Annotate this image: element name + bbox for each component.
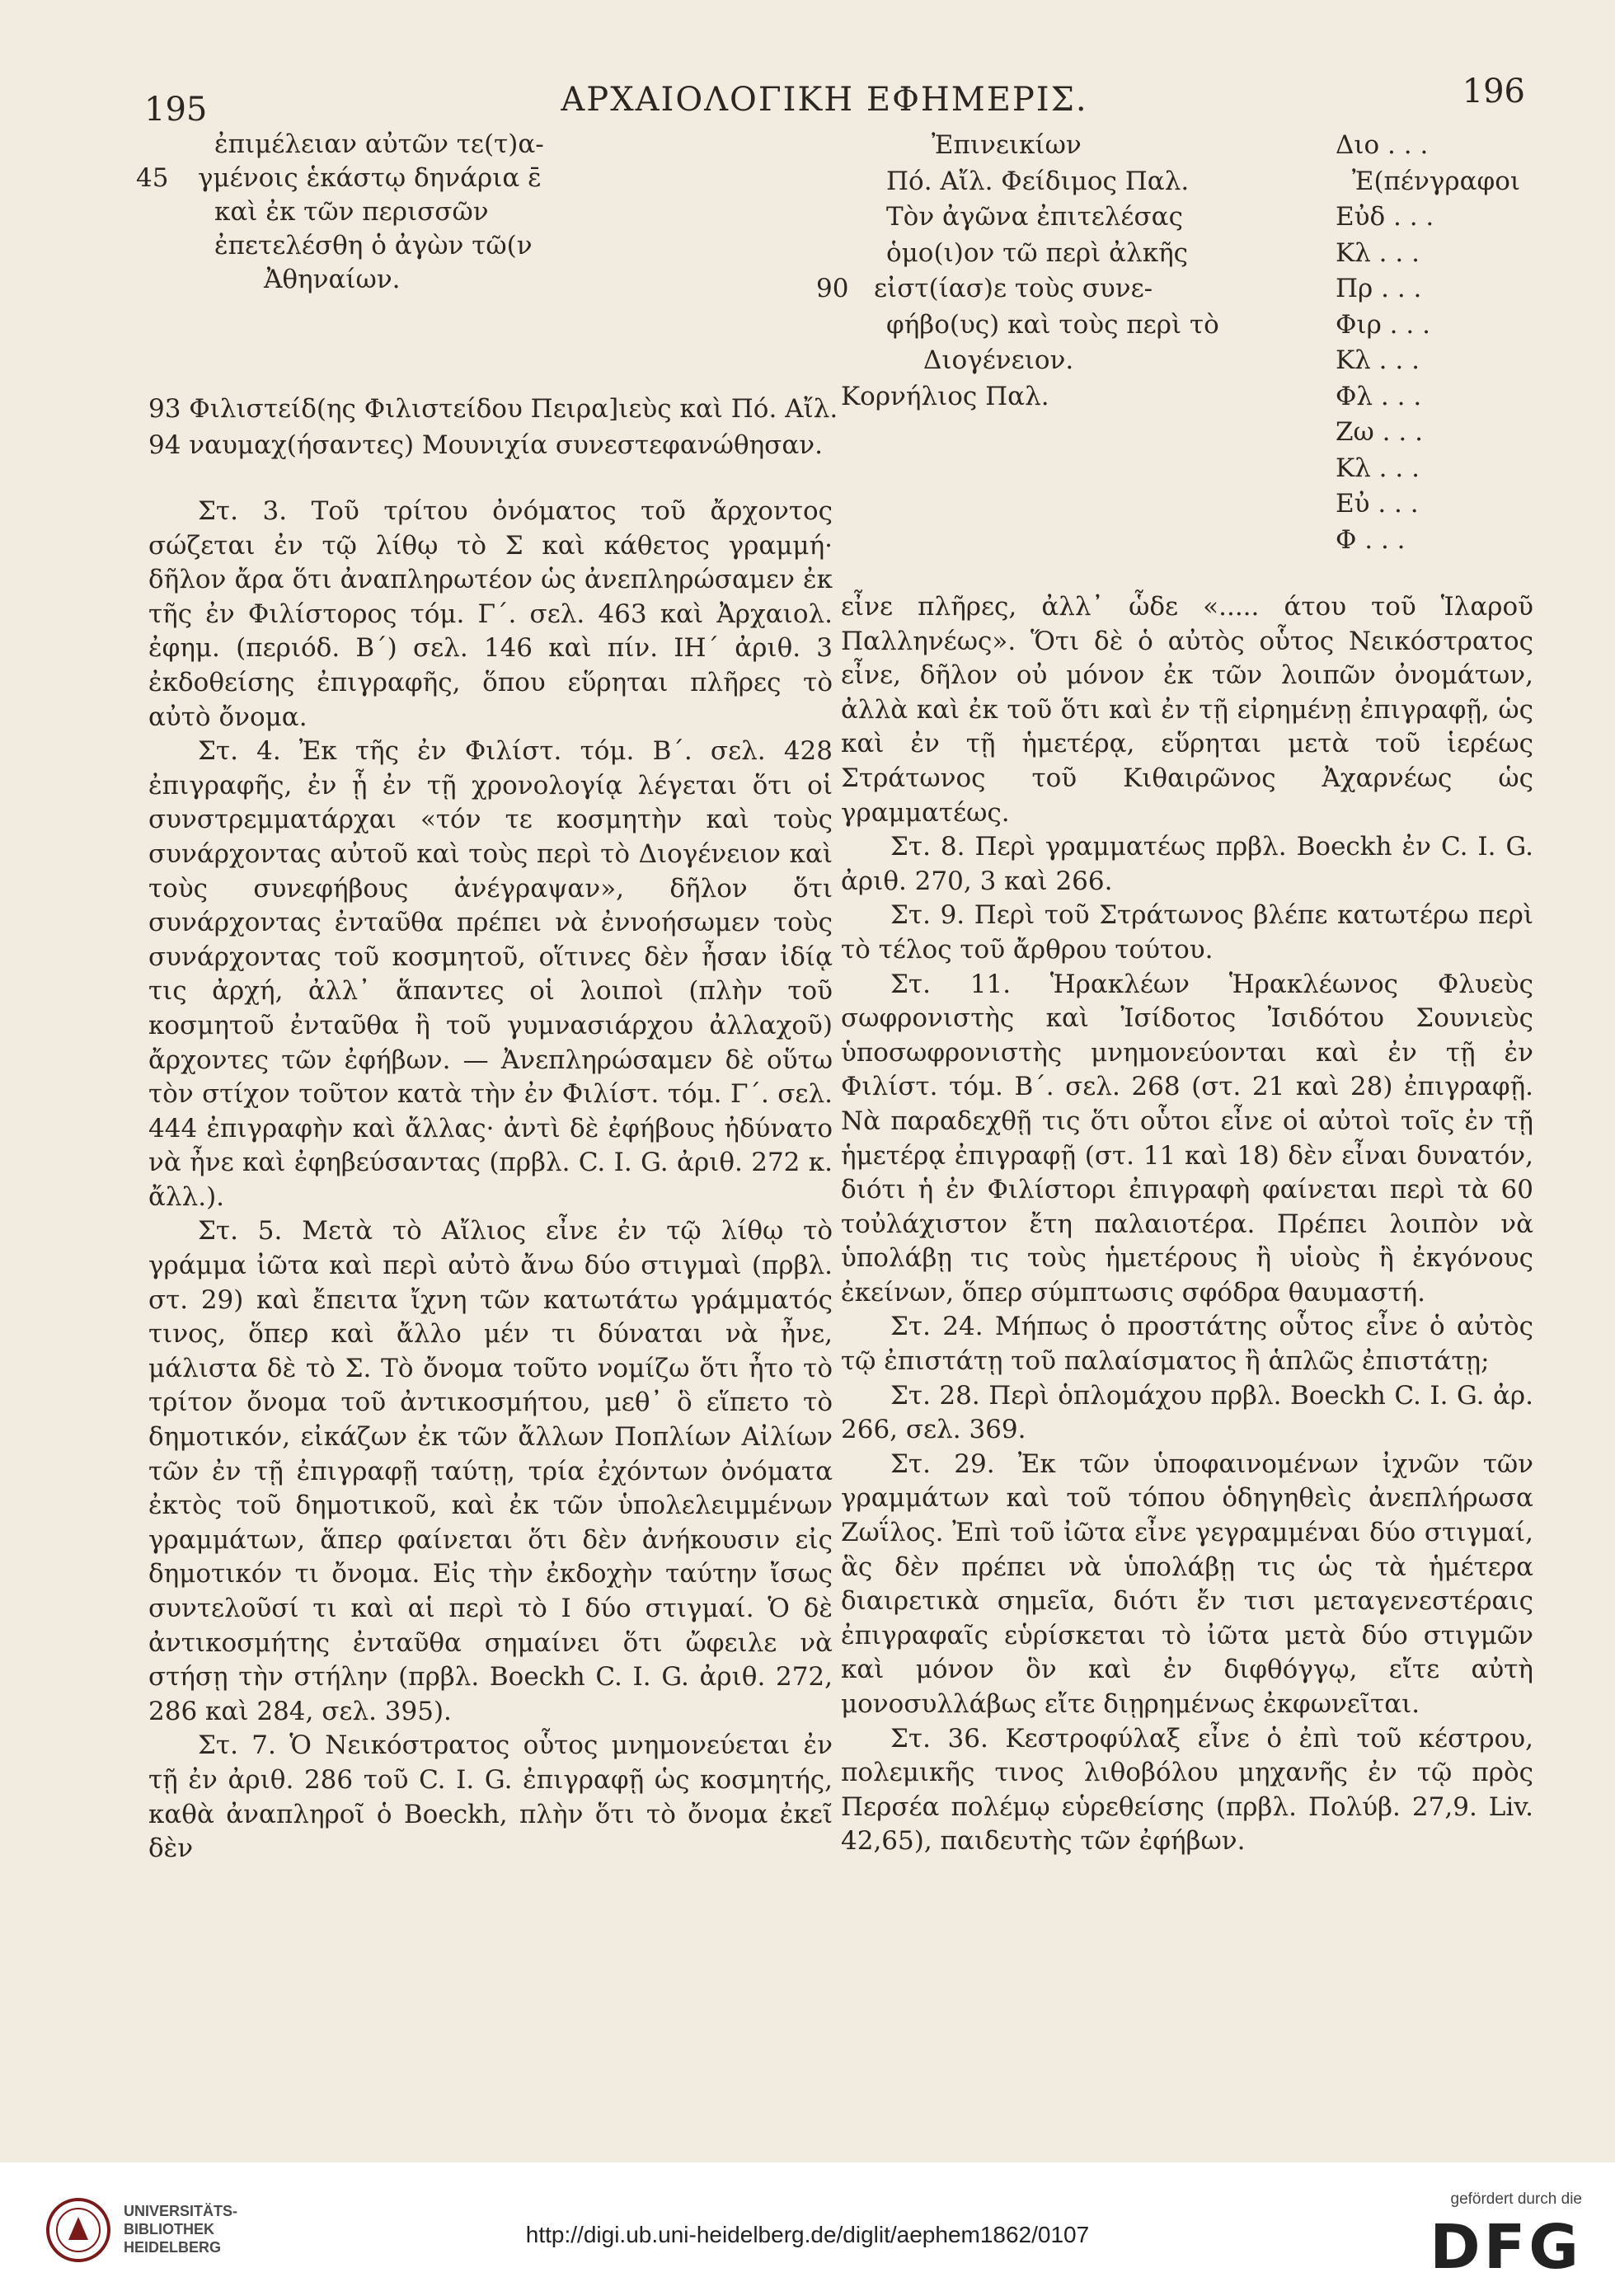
name-entry: Κλ . . . (1336, 345, 1420, 375)
commentary-paragraph: εἶνε πλῆρες, ἀλλ᾽ ὧδε «..... άτου τοῦ Ἱλαροῦ Παλληνέως». Ὅτι δὲ ὁ αὐτὸς οὗτος Νεικόστρατος εἶνε, δῆλον οὐ μόνον ἐκ τῶν λοιπῶν ὀνομάτων, ἀλλὰ καὶ ἐκ τοῦ ὅτι καὶ ἐν τῇ εἰρημένῃ ἐπιγραφῇ, ὡς καὶ ἐν τῇ ἡμετέρᾳ, εὕρηται μετὰ τοῦ ἱερέως Στράτωνος τοῦ Κιθαιρῶνος Ἀχαρνέως ὡς γραμματέως. (841, 592, 1533, 828)
digitization-footer (0, 2162, 1615, 2296)
library-name: UNIVERSITÄTS- BIBLIOTHEK HEIDELBERG (124, 2203, 238, 2256)
commentary-paragraph: Στ. 36. Κεστροφύλαξ εἶνε ὁ ἐπὶ τοῦ κέστρου, πολεμικῆς τινος λιθοβόλου μηχανῆς ἐν τῷ πρὸς Περσέα πολέμῳ εὑρεθείσης (πρβλ. Πολύβ. 27,9. Liv. 42,65), παιδευτὴς τῶν ἐφήβων. (841, 1723, 1533, 1857)
inscription-right (816, 128, 1533, 585)
line-note: 93 Φιλιστείδ(ης Φιλιστείδου Πειρα]ιεὺς καὶ Πό. Αἴλ. (148, 394, 838, 424)
commentary-paragraph: Στ. 5. Μετὰ τὸ Αἴλιος εἶνε ἐν τῷ λίθῳ τὸ γράμμα ἰῶτα καὶ περὶ αὐτὸ ἄνω δύο στιγμαὶ (πρβλ. στ. 29) καὶ ἔπειτα ἴχνη τῶν κατωτάτω γράμματός τινος, ὅπερ καὶ ἄλλο μέν τι δύναται νὰ ἦνε, μάλιστα δὲ τὸ Σ. Τὸ ὄνομα τοῦτο νομίζω ὅτι ἦτο τὸ τρίτον ὄνομα τοῦ ἀντικοσμήτου, μεθ᾽ ὃ εἵπετο τὸ δημοτικόν, εἰκάζων ἐκ τῶν ἄλλων Ποπλίων Αἰλίων τῶν ἐν τῇ ἐπιγραφῇ ταύτῃ, τρία ἐχόντων ὀνόματα ἐκτὸς τοῦ δημοτικοῦ, καὶ ἐκ τῶν ὑπολελειμμένων γραμμάτων, ἅπερ φαίνεται ὅτι δὲν ἀνήκουσιν εἰς δημοτικόν τι ὄνομα. Εἰς τὴν ἐκδοχὴν ταύτην ἴσως συντελοῦσί τι καὶ αἱ περὶ τὸ Ι δύο στιγμαί. Ὁ δὲ ἀντικοσμήτης ἐνταῦθα σημαίνει ὅτι ὤφειλε νὰ στήσῃ τὴν στήλην (πρβλ. Boeckh C. I. G. ἀριθ. 272, 286 καὶ 284, σελ. 395). (148, 1216, 833, 1726)
name-entry: Φιρ . . . (1336, 309, 1430, 340)
inscription-line: ἐπετελέσθη ὁ ἀγὼν τῶ(ν (214, 231, 533, 261)
inscription-line: Διογένειον. (923, 345, 1074, 375)
page-header (124, 73, 1525, 129)
commentary-paragraph: Στ. 4. Ἐκ τῆς ἐν Φιλίστ. τόμ. Β΄. σελ. 428 ἐπιγραφῆς, ἐν ᾗ ἐν τῇ χρονολογίᾳ λέγεται ὅτι οἱ συνστρεμματάρχαι «τόν τε κοσμητὴν καὶ τοὺς συνάρχοντας αὐτοῦ καὶ τοὺς περὶ τὸ Διογένειον καὶ τοὺς συνεφήβους ἀνέγραψαν», δῆλον ὅτι συνάρχοντας ἐνταῦθα πρέπει νὰ ἐννοήσωμεν τοὺς συνάρχοντας τοῦ κοσμητοῦ, οἵτινες δὲν ἦσαν ἰδίᾳ τις ἀρχή, ἀλλ᾽ ἅπαντες οἱ λοιποὶ (πλὴν τοῦ κοσμητοῦ ἐνταῦθα ἢ τοῦ γυμνασιάρχου ἀλλαχοῦ) ἄρχοντες τῶν ἐφήβων. — Ἀνεπληρώσαμεν δὲ οὕτω τὸν στίχον τοῦτον κατὰ τὴν ἐν Φιλίστ. τόμ. Γ΄. σελ. 444 ἐπιγραφὴν καὶ ἄλλας· ἀντὶ δὲ ἐφήβους ἠδύνατο νὰ ἦνε καὶ ἐφηβεύσαντας (πρβλ. C. I. G. ἀριθ. 272 κ. ἄλλ.). (148, 736, 833, 1212)
inscription-line: 45 γμένοις ἑκάστῳ δηνάρια ε̄ (136, 163, 542, 193)
running-title: ΑΡΧΑΙΟΛΟΓΙΚΗ ΕΦΗΜΕΡΙΣ. (561, 81, 1088, 119)
name-list (1319, 128, 1533, 558)
inscription-left (136, 128, 833, 297)
name-entry: Φλ . . . (1336, 381, 1422, 411)
commentary-paragraph: Στ. 8. Περὶ γραμματέως πρβλ. Boeckh ἐν C. I. G. ἀριθ. 270, 3 καὶ 266. (841, 832, 1533, 896)
commentary-paragraph: Στ. 11. Ἡρακλέων Ἡρακλέωνος Φλυεὺς σωφρονιστὴς καὶ Ἰσίδοτος Ἰσιδότου Σουνιεὺς ὑποσωφρονιστὴς μνημονεύονται καὶ ἐν τῇ ἐν Φιλίστ. τόμ. Β΄. σελ. 268 (στ. 21 καὶ 28) ἐπιγραφῇ. Νὰ παραδεχθῇ τις ὅτι οὗτοι εἶνε οἱ αὐτοὶ τοῖς ἐν τῇ ἡμετέρᾳ ἐπιγραφῇ (στ. 11 καὶ 18) δὲν εἶναι δυνατόν, διότι ἡ ἐν Φιλίστορι ἐπιγραφὴ φαίνεται περὶ τὰ 60 τοὐλάχιστον ἔτη παλαιοτέρα. Πρέπει λοιπὸν νὰ ὑπολάβῃ τις τοὺς ἡμετέρους ἢ υἱοὺς ἢ ἐκγόνους ἐκείνων, ὅπερ σύμπτωσις σφόδρα θαυμαστή. (841, 969, 1533, 1308)
name-entry: Φ . . . (1336, 524, 1406, 555)
source-url-link[interactable]: http://digi.ub.uni-heidelberg.de/diglit/aephem1862/0107 (525, 2222, 1090, 2247)
name-entry: Διο . . . (1336, 130, 1429, 160)
inscription-text (816, 128, 1336, 415)
inscription-line: Τὸν ἀγῶνα ἐπιτελέσας (886, 202, 1183, 232)
page-number-right: 196 (1462, 73, 1525, 110)
commentary-paragraph: Στ. 24. Μήπως ὁ προστάτης οὗτος εἶνε ὁ αὐτὸς τῷ ἐπιστάτῃ τοῦ παλαίσματος ἢ ἁπλῶς ἐπιστάτῃ; (841, 1312, 1533, 1377)
name-entry: Ζω . . . (1336, 417, 1423, 447)
name-entry: Κλ . . . (1336, 237, 1420, 268)
inscription-line: καὶ ἐκ τῶν περισσῶν (214, 197, 489, 227)
left-column (136, 128, 838, 1866)
commentary-paragraph: Στ. 7. Ὁ Νεικόστρατος οὗτος μνημονεύεται ἐν τῇ ἐν ἀριθ. 286 τοῦ C. I. G. ἐπιγραφῇ ὡς κοσμητής, καθὰ ἀναπληροῖ ὁ Boeckh, πλὴν ὅτι τὸ ὄνομα ἐκεῖ δὲν (148, 1730, 833, 1864)
dfg-logo: DFG (1430, 2212, 1582, 2283)
funding-note: gefördert durch die (1450, 2190, 1582, 2208)
line-note: 94 ναυμαχ(ήσαντες) Μουνιχία συνεστεφανώθησαν. (148, 430, 823, 460)
commentary-paragraph: Στ. 28. Περὶ ὁπλομάχου πρβλ. Boeckh C. I. G. ἀρ. 266, σελ. 369. (841, 1380, 1533, 1445)
name-entry: Εὐ . . . (1336, 489, 1419, 519)
inscription-line: Πό. Αἴλ. Φείδιμος Παλ. (886, 166, 1190, 196)
line-notes (148, 391, 838, 463)
commentary-paragraph: Στ. 9. Περὶ τοῦ Στράτωνος βλέπε κατωτέρω περὶ τὸ τέλος τοῦ ἄρθρου τούτου. (841, 900, 1533, 965)
inscription-line: φήβο(υς) καὶ τοὺς περὶ τὸ (886, 309, 1219, 340)
name-entry: Κλ . . . (1336, 453, 1420, 483)
inscription-line: ὁμο(ι)ον τῶ περὶ ἀλκῆς (886, 237, 1189, 268)
name-entry: Πρ . . . (1336, 274, 1422, 303)
inscription-line: Κορνήλιος Παλ. (841, 381, 1049, 411)
right-column (816, 128, 1533, 1859)
name-entry: Εὐδ . . . (1336, 202, 1434, 232)
inscription-line: ἐπιμέλειαν αὐτῶν τε(τ)α- (214, 129, 544, 159)
inscription-line: Ἀθηναίων. (264, 265, 401, 294)
page-number-left: 195 (144, 91, 208, 129)
commentary-paragraph: Στ. 29. Ἐκ τῶν ὑποφαινομένων ἰχνῶν τῶν γραμμάτων καὶ τοῦ τόπου ὁδηγηθεὶς ἀνεπλήρωσα Ζωΐλος. Ἐπὶ τοῦ ἰῶτα εἶνε γεγραμμέναι δύο στιγμαί, ἃς δὲν πρέπει νὰ ὑπολάβῃ τις ὡς τὰ ἡμέτερα διαιρετικὰ σημεῖα, διότι ἔν τισι μεταγενεστέραις ἐπιγραφαῖς εὑρίσκεται τὸ ἰῶτα μετὰ δύο στιγμῶν καὶ μόνον ὃν καὶ ἐν διφθόγγῳ, εἴτε αὐτὴ μονοσυλλάβως εἴτε διῃρημένως ἐκφωνεῖται. (841, 1448, 1533, 1719)
commentary-paragraph: Στ. 3. Τοῦ τρίτου ὀνόματος τοῦ ἄρχοντος σώζεται ἐν τῷ λίθῳ τὸ Σ καὶ κάθετος γραμμή· δῆλον ἄρα ὅτι ἀναπληρωτέον ὡς ἀνεπληρώσαμεν ἐκ τῆς ἐν Φιλίστορος τόμ. Γ΄. σελ. 463 καὶ Ἀρχαιολ. ἐφημ. (περιόδ. Β΄) σελ. 146 καὶ πίν. ΙΗ΄ ἀριθ. 3 ἐκδοθείσης ἐπιγραφῆς, ὅπου εὕρηται πλῆρες τὸ αὐτὸ ὄνομα. (148, 496, 833, 732)
inscription-line: Ἐπινεικίων (932, 130, 1082, 160)
name-entry: Ἐ(πένγραφοι (1352, 166, 1521, 196)
inscription-line: 90 εἰστ(ίασ)ε τοὺς συνε- (816, 274, 1153, 303)
